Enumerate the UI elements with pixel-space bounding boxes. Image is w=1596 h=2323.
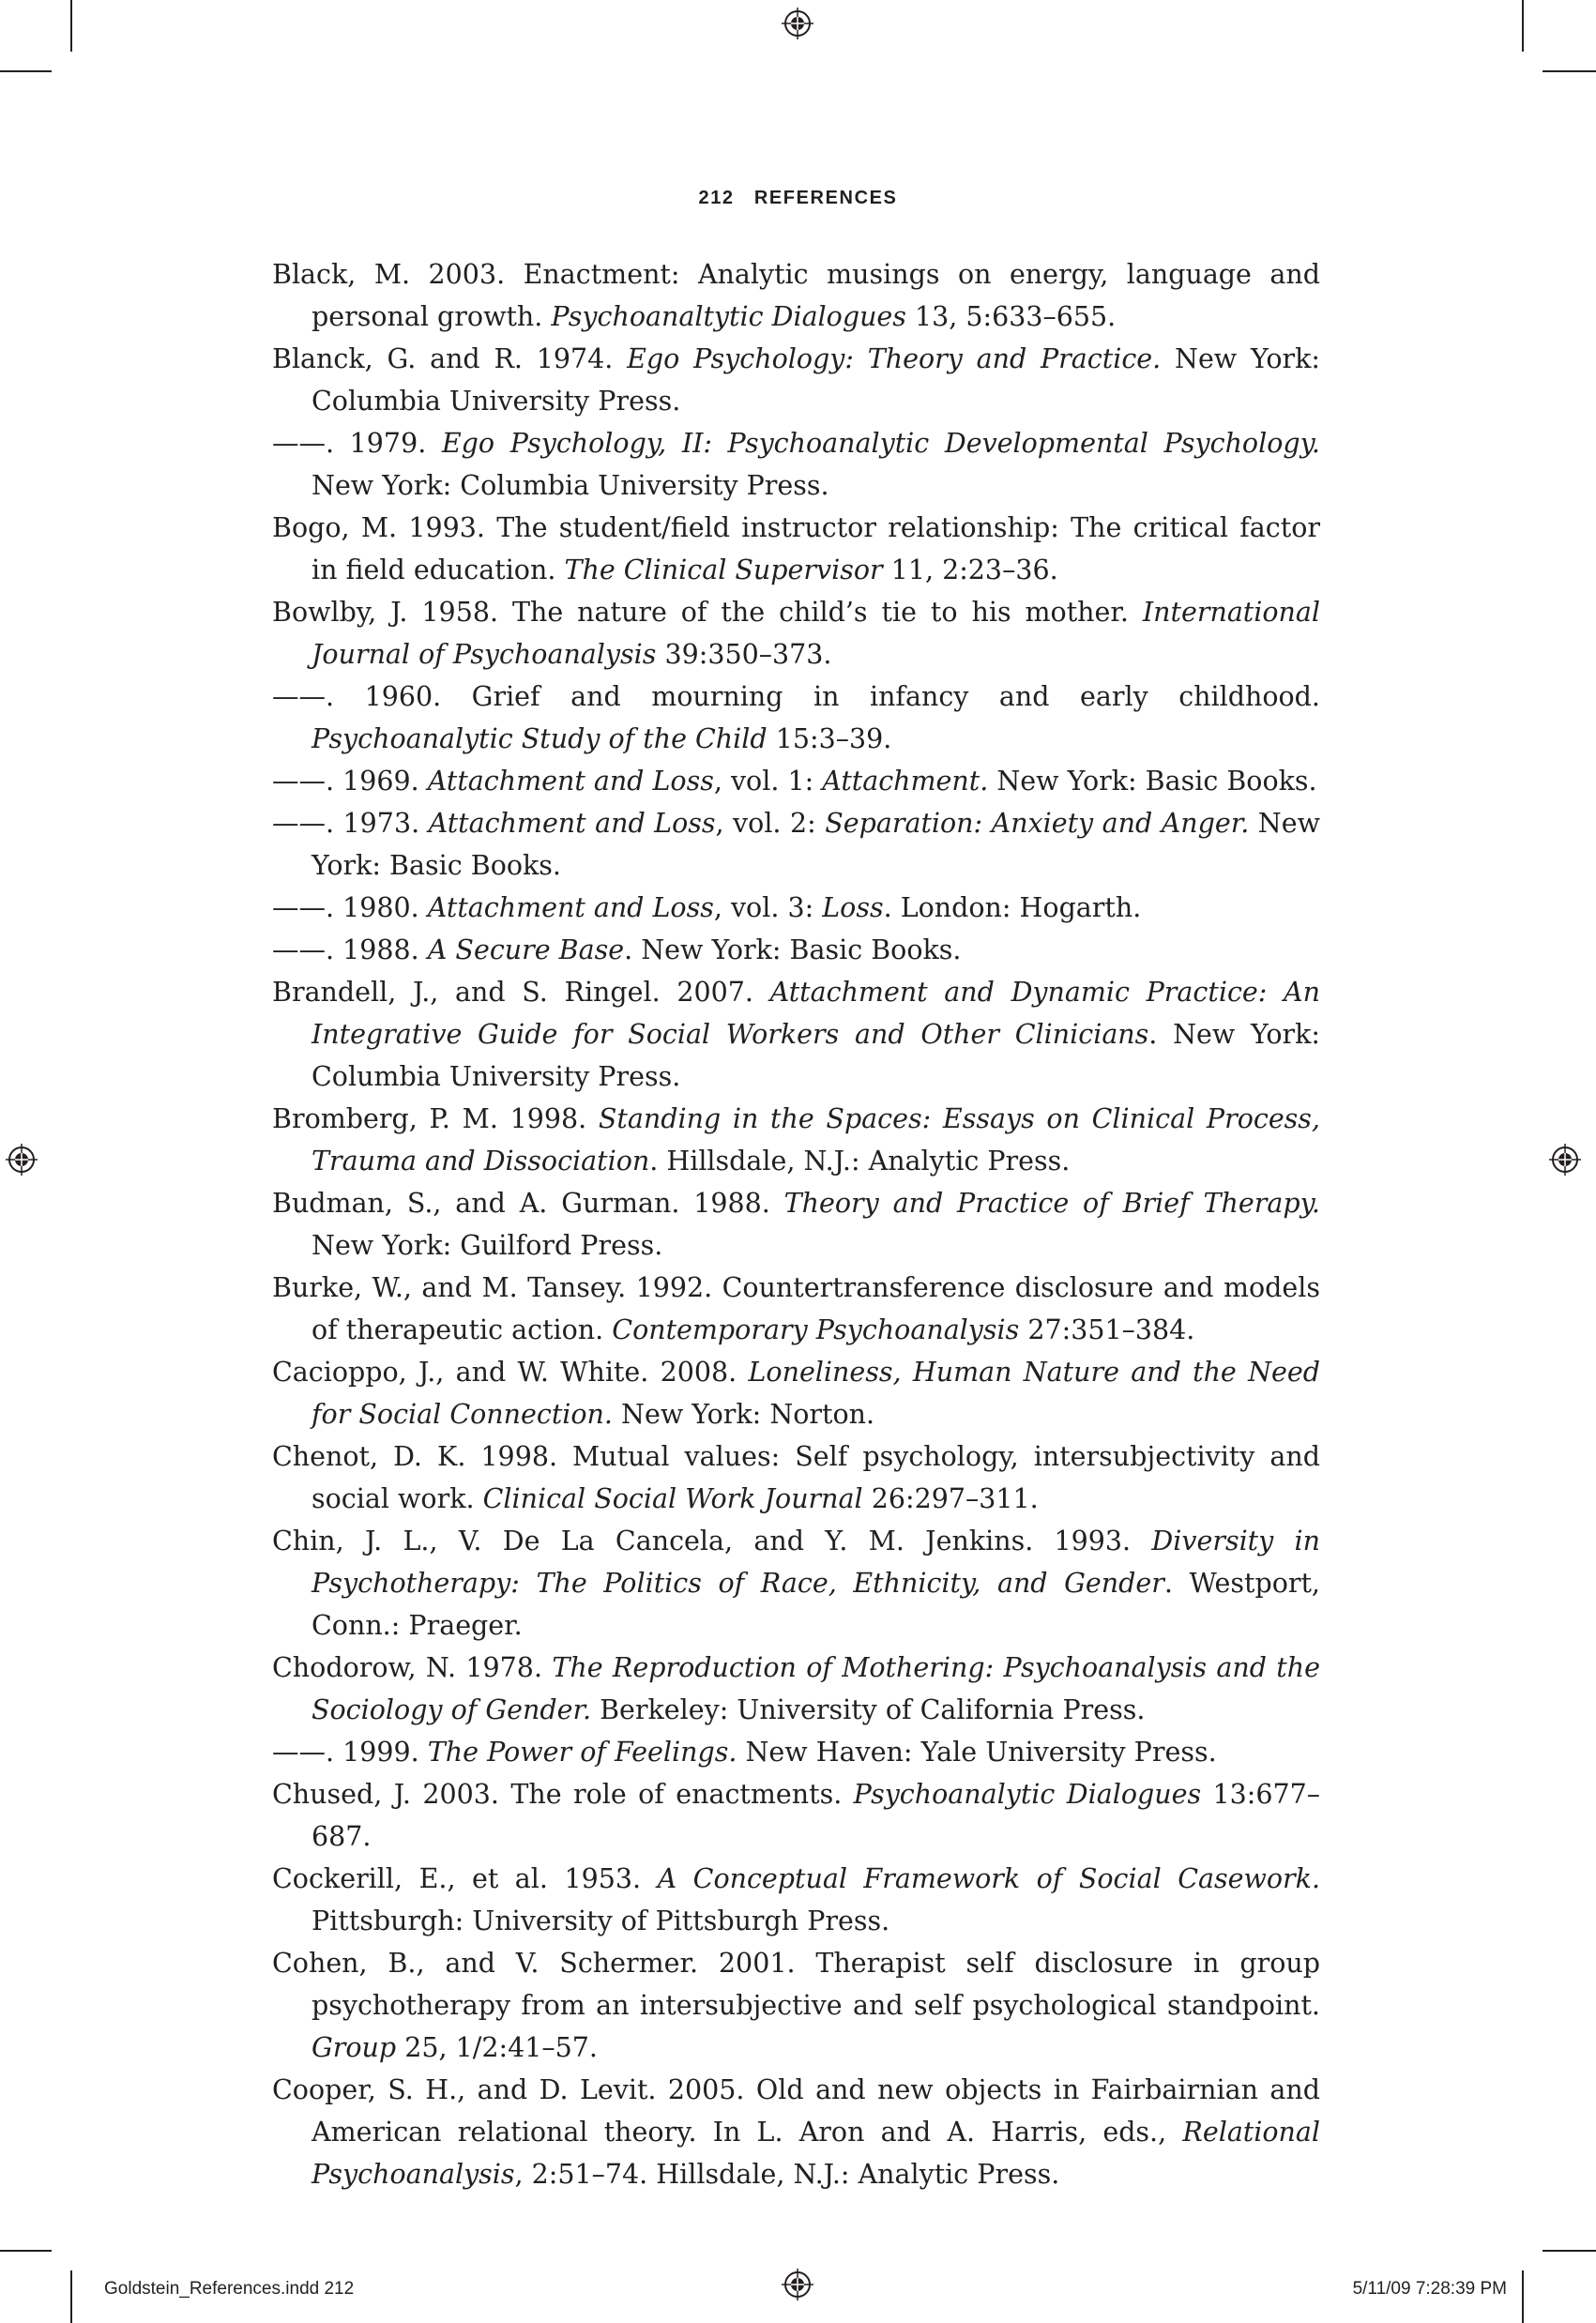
reference-entry bbox=[272, 253, 1320, 338]
reference-text: Bromberg, P. M. 1998. bbox=[272, 1103, 599, 1134]
reference-title: A Secure Base bbox=[427, 934, 625, 965]
reference-text: . New York: Basic Books. bbox=[624, 934, 962, 965]
reference-text: 25, 1/2:41–57. bbox=[396, 2032, 598, 2063]
reference-text: 13:677–687. bbox=[312, 1779, 1321, 1852]
reference-title: Loss bbox=[822, 892, 884, 923]
reference-text: ——. 1988. bbox=[272, 934, 428, 965]
reference-entry bbox=[272, 929, 1320, 971]
reference-text: Brandell, J., and S. Ringel. 2007. bbox=[272, 977, 770, 1008]
reference-text: Budman, S., and A. Gurman. 1988. bbox=[272, 1188, 784, 1219]
reference-entry bbox=[272, 1520, 1320, 1647]
reference-text: New York: Norton. bbox=[612, 1399, 875, 1430]
registration-mark-icon bbox=[782, 2269, 813, 2300]
reference-entry bbox=[272, 1773, 1320, 1858]
reference-entry bbox=[272, 676, 1320, 760]
reference-title: Attachment and Loss bbox=[427, 892, 714, 923]
reference-entry bbox=[272, 1435, 1320, 1520]
reference-text: Chenot, D. K. 1998. Mutual values: Self psychology, intersubjectivity and social work. bbox=[272, 1441, 1320, 1514]
crop-mark-top-right-h bbox=[1543, 70, 1596, 72]
reference-title: Relational Psychoanalysis bbox=[312, 2117, 1320, 2190]
reference-entry bbox=[272, 760, 1320, 802]
crop-mark-bottom-right-h bbox=[1543, 2250, 1596, 2252]
reference-entry bbox=[272, 338, 1320, 422]
reference-text: ——. 1999. bbox=[272, 1737, 428, 1768]
slug-filename: Goldstein_References.indd 212 bbox=[104, 2279, 355, 2299]
reference-text: Bowlby, J. 1958. The nature of the child’s tie to his mother. bbox=[272, 597, 1143, 628]
slug-timestamp: 5/11/09 7:28:39 PM bbox=[1352, 2279, 1507, 2299]
reference-text: ——. 1969. bbox=[272, 766, 428, 797]
reference-entry bbox=[272, 1731, 1320, 1773]
reference-title: Ego Psychology: Theory and Practice. bbox=[627, 343, 1162, 374]
reference-text: , vol. 1: bbox=[713, 766, 823, 797]
page-number: 212 bbox=[698, 188, 735, 208]
registration-mark-icon bbox=[1549, 1144, 1581, 1176]
reference-text: Chodorow, N. 1978. bbox=[272, 1652, 553, 1683]
reference-title: Standing in the Spaces: Essays on Clinical Process, Trauma and Dissociation bbox=[312, 1103, 1320, 1177]
reference-text: New York: Guilford Press. bbox=[312, 1230, 663, 1261]
reference-title: Theory and Practice of Brief Therapy. bbox=[783, 1188, 1320, 1219]
reference-title: International Journal of Psychoanalysis bbox=[312, 597, 1320, 670]
reference-text: Cockerill, E., et al. 1953. bbox=[272, 1863, 658, 1894]
reference-title: Psychoanaltytic Dialogues bbox=[551, 301, 906, 332]
reference-title: Separation: Anxiety and Anger. bbox=[825, 808, 1250, 839]
reference-entry bbox=[272, 1351, 1320, 1435]
reference-text: New York: Basic Books. bbox=[312, 808, 1320, 881]
reference-text: 39:350–373. bbox=[656, 639, 832, 670]
crop-mark-bottom-left-h bbox=[0, 2250, 52, 2252]
running-head bbox=[0, 188, 1596, 209]
crop-mark-bottom-left bbox=[70, 2270, 72, 2323]
reference-entry bbox=[272, 422, 1320, 507]
reference-text: ——. 1979. bbox=[272, 428, 442, 459]
crop-mark-top-left bbox=[70, 0, 72, 52]
reference-title: Attachment and Loss bbox=[427, 766, 714, 797]
reference-title: A Conceptual Framework of Social Casework. bbox=[657, 1863, 1321, 1894]
reference-entry bbox=[272, 971, 1320, 1098]
reference-title: Attachment and Loss bbox=[428, 808, 716, 839]
reference-text: Chin, J. L., V. De La Cancela, and Y. M. Jenkins. 1993. bbox=[272, 1526, 1152, 1556]
reference-text: New Haven: Yale University Press. bbox=[737, 1737, 1217, 1768]
reference-entry bbox=[272, 802, 1320, 887]
reference-title: Contemporary Psychoanalysis bbox=[612, 1314, 1020, 1345]
reference-text: Cohen, B., and V. Schermer. 2001. Therapist self disclosure in group psychotherapy from an intersubjective and self psychological standpoint. bbox=[272, 1948, 1320, 2021]
reference-text: ——. 1960. Grief and mourning in infancy and early childhood. bbox=[272, 681, 1320, 712]
reference-text: . London: Hogarth. bbox=[883, 892, 1142, 923]
registration-mark-icon bbox=[6, 1144, 38, 1176]
reference-text: Pittsburgh: University of Pittsburgh Press. bbox=[312, 1905, 890, 1936]
reference-title: Clinical Social Work Journal bbox=[482, 1483, 863, 1514]
reference-title: Diversity in Psychotherapy: The Politics of Race, Ethnicity, and Gender bbox=[312, 1526, 1320, 1599]
reference-text: . Hillsdale, N.J.: Analytic Press. bbox=[649, 1146, 1071, 1177]
reference-list bbox=[272, 253, 1320, 2195]
reference-text: . Westport, Conn.: Praeger. bbox=[312, 1568, 1320, 1641]
reference-text: . New York: Columbia University Press. bbox=[312, 1019, 1320, 1092]
reference-text: ——. 1980. bbox=[272, 892, 428, 923]
reference-text: Burke, W., and M. Tansey. 1992. Countertransference disclosure and models of therapeutic action. bbox=[272, 1272, 1320, 1345]
reference-text: ——. 1973. bbox=[272, 808, 429, 839]
reference-text: Cacioppo, J., and W. White. 2008. bbox=[272, 1357, 749, 1388]
reference-title: The Power of Feelings. bbox=[427, 1737, 737, 1768]
reference-entry bbox=[272, 1647, 1320, 1731]
reference-entry bbox=[272, 591, 1320, 676]
reference-entry bbox=[272, 1942, 1320, 2069]
crop-mark-top-right bbox=[1522, 0, 1524, 52]
reference-title: Psychoanalytic Study of the Child bbox=[312, 723, 768, 754]
reference-text: 26:297–311. bbox=[862, 1483, 1039, 1514]
reference-title: Ego Psychology, II: Psychoanalytic Developmental Psychology. bbox=[441, 428, 1320, 459]
registration-mark-icon bbox=[782, 8, 813, 39]
reference-entry bbox=[272, 1182, 1320, 1267]
reference-text: New York: Basic Books. bbox=[988, 766, 1317, 797]
reference-text: 11, 2:23–36. bbox=[882, 554, 1058, 585]
reference-title: The Clinical Supervisor bbox=[564, 554, 883, 585]
reference-entry bbox=[272, 507, 1320, 591]
reference-title: Psychoanalytic Dialogues bbox=[853, 1779, 1202, 1810]
crop-mark-top-left-h bbox=[0, 70, 52, 72]
reference-title: Attachment. bbox=[822, 766, 989, 797]
reference-text: Blanck, G. and R. 1974. bbox=[272, 343, 628, 374]
reference-title: Group bbox=[312, 2032, 397, 2063]
reference-entry bbox=[272, 1098, 1320, 1182]
reference-text: Cooper, S. H., and D. Levit. 2005. Old and new objects in Fairbairnian and American relational theory. In L. Aron and A. Harris, eds., bbox=[272, 2074, 1320, 2148]
section-title: REFERENCES bbox=[753, 188, 898, 208]
reference-title: Loneliness, Human Nature and the Need for Social Connection. bbox=[312, 1357, 1320, 1430]
reference-title: Attachment and Dynamic Practice: An Integrative Guide for Social Workers and Other Clinicians bbox=[312, 977, 1320, 1050]
reference-text: , vol. 2: bbox=[715, 808, 826, 839]
reference-text: 15:3–39. bbox=[767, 723, 892, 754]
reference-text: 13, 5:633–655. bbox=[905, 301, 1117, 332]
reference-entry bbox=[272, 1858, 1320, 1942]
reference-text: , 2:51–74. Hillsdale, N.J.: Analytic Press. bbox=[514, 2159, 1060, 2190]
reference-text: New York: Columbia University Press. bbox=[312, 343, 1320, 417]
reference-text: New York: Columbia University Press. bbox=[312, 470, 829, 501]
reference-entry bbox=[272, 1267, 1320, 1351]
reference-text: 27:351–384. bbox=[1019, 1314, 1195, 1345]
reference-text: Berkeley: University of California Press. bbox=[591, 1694, 1146, 1725]
reference-text: Bogo, M. 1993. The student/field instructor relationship: The critical factor in field education. bbox=[272, 512, 1320, 585]
reference-text: Chused, J. 2003. The role of enactments. bbox=[272, 1779, 854, 1810]
reference-text: , vol. 3: bbox=[713, 892, 823, 923]
reference-entry bbox=[272, 2069, 1320, 2195]
reference-title: The Reproduction of Mothering: Psychoanalysis and the Sociology of Gender. bbox=[312, 1652, 1320, 1725]
crop-mark-bottom-right bbox=[1522, 2270, 1524, 2323]
reference-entry bbox=[272, 887, 1320, 929]
reference-text: Black, M. 2003. Enactment: Analytic musings on energy, language and personal growth. bbox=[272, 259, 1320, 332]
